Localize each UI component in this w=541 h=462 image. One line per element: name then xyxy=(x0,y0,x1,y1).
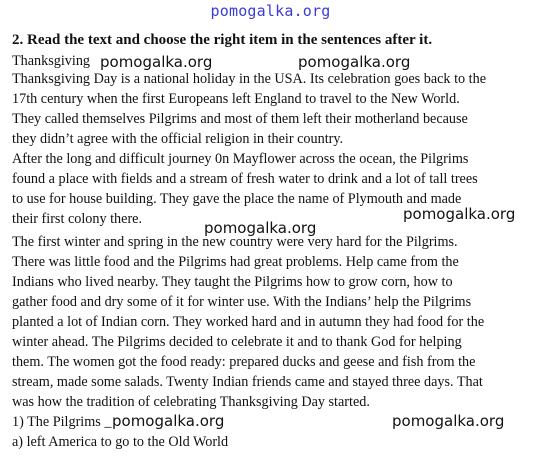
text-line: found a place with fields and a stream of fresh water to drink and a lot of tall trees xyxy=(12,171,478,187)
text-line: their first colony there. xyxy=(12,211,143,227)
task-heading: 2. Read the text and choose the right item in the sentences after it. xyxy=(12,32,433,48)
text-line: planted a lot of Indian corn. They worked hard and in autumn they had food for the xyxy=(12,314,485,330)
watermark: pomogalka.org xyxy=(403,205,516,223)
watermark: pomogalka.org xyxy=(298,53,411,71)
text-line: They called themselves Pilgrims and most of them left their motherland because xyxy=(12,111,468,127)
text-line: 17th century when the first Europeans left England to travel to the New World. xyxy=(12,91,460,107)
text-line: There was little food and the Pilgrims had great problems. Help came from the xyxy=(12,254,459,270)
text-line: gather food and dry some of it for winter use. With the Indians’ help the Pilgrims xyxy=(12,294,472,310)
watermark: pomogalka.org xyxy=(204,219,317,237)
text-line: to use for house building. They gave the place the name of Plymouth and made xyxy=(12,191,462,207)
text-line: After the long and difficult journey 0n Mayflower across the ocean, the Pilgrims xyxy=(12,151,469,167)
text-line: winter ahead. The Pilgrims decided to celebrate it and to thank God for helping xyxy=(12,334,462,350)
question-1: 1) The Pilgrims _ xyxy=(12,414,112,430)
text-line: Indians who lived nearby. They taught the Pilgrims how to grow corn, how to xyxy=(12,274,453,290)
header-watermark: pomogalka.org xyxy=(210,2,331,20)
option-a: a) left America to go to the Old World xyxy=(12,434,229,450)
text-line: was how the tradition of celebrating Thanksgiving Day started. xyxy=(12,394,370,410)
text-title: Thanksgiving xyxy=(12,53,91,69)
watermark: pomogalka.org xyxy=(112,412,225,430)
watermark: pomogalka.org xyxy=(100,53,213,71)
text-line: Thanksgiving Day is a national holiday in the USA. Its celebration goes back to the xyxy=(12,71,486,87)
text-line: The first winter and spring in the new country were very hard for the Pilgrims. xyxy=(12,234,458,250)
watermark: pomogalka.org xyxy=(392,412,505,430)
text-line: them. The women got the food ready: prepared ducks and geese and fish from the xyxy=(12,354,476,370)
text-line: stream, made some salads. Twenty Indian friends came and stayed three days. That xyxy=(12,374,483,390)
text-line: they didn’t agree with the official religion in their country. xyxy=(12,131,344,147)
